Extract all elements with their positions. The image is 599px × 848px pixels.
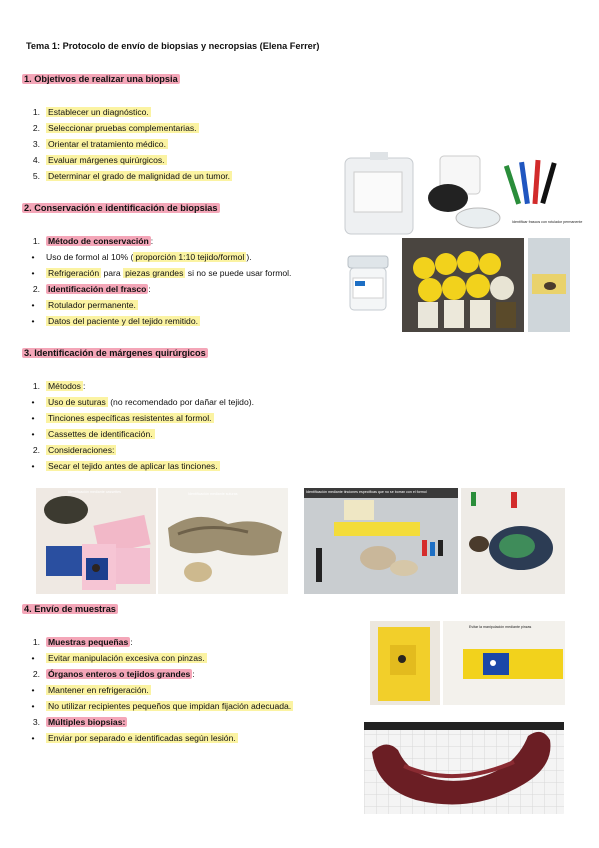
small-jar-photo — [344, 252, 392, 314]
list-item: • Tinciones específicas resistentes al formol. — [31, 413, 212, 423]
yellow-containers-photo — [402, 238, 524, 332]
section-4-list — [26, 637, 293, 744]
photo-caption: Evitar la manipulación mediante pinzas — [469, 625, 532, 629]
list-item: • Enviar por separado e identificadas según lesión. — [31, 733, 236, 743]
list-item: 1. Establecer un diagnóstico. — [32, 107, 149, 117]
stains-photo — [304, 488, 458, 594]
list-item: 2. Consideraciones: — [32, 445, 115, 455]
cassettes-photo — [36, 488, 156, 594]
section-3-heading: 3. Identificación de márgenes quirúrgicos — [24, 348, 206, 358]
section-1-heading: 1. Objetivos de realizar una biopsia — [24, 74, 178, 84]
section-2-list — [26, 236, 291, 327]
list-item: • Cassettes de identificación. — [31, 429, 153, 439]
list-item: • Uso de formol al 10% ( proporción 1:10 tejido/formol ). — [31, 252, 252, 262]
page-title: Tema 1: Protocolo de envío de biopsias y necropsias (Elena Ferrer) — [26, 41, 320, 51]
list-item: 1. Métodos : — [32, 381, 86, 391]
list-item: • Refrigeración para piezas grandes si no se puede usar formol. — [31, 268, 292, 278]
list-item: 2. Identificación del frasco : — [32, 284, 151, 294]
photo-caption: Identificar frascos con rotulador permanente — [512, 220, 583, 224]
list-item: • Rotulador permanente. — [31, 300, 136, 310]
photo-caption: Identificación mediante tinciones específicas que no se borran con el formol — [306, 490, 427, 494]
list-item: • No utilizar recipientes pequeños que impidan fijación adecuada. — [31, 701, 292, 711]
list-item: • Mantener en refrigeración. — [31, 685, 149, 695]
list-item: 4. Evaluar márgenes quirúrgicos. — [32, 155, 165, 165]
list-item: 5. Determinar el grado de malignidad de un tumor. — [32, 171, 231, 181]
photo-caption: Identificación mediante suturas — [188, 492, 238, 496]
formol-containers-photo — [340, 150, 583, 240]
list-item: 1. Método de conservación : — [32, 236, 154, 246]
list-item: 1. Muestras pequeñas : — [32, 637, 133, 647]
photo-caption: Identificación mediante cassettes — [68, 490, 121, 494]
list-item: 3. Múltiples biopsias: — [32, 717, 126, 727]
whole-organ-photo — [364, 722, 564, 814]
list-item: • Secar el tejido antes de aplicar las tinciones. — [31, 461, 218, 471]
list-item: • Evitar manipulación excesiva con pinzas. — [31, 653, 205, 663]
stained-tissue-photo — [461, 488, 565, 594]
list-item: 3. Orientar el tratamiento médico. — [32, 139, 166, 149]
sample-tray-photo — [528, 238, 570, 332]
section-3-list — [26, 381, 254, 472]
section-1-list — [26, 107, 232, 182]
list-item: • Datos del paciente y del tejido remitido. — [31, 316, 198, 326]
list-item: 2. Seleccionar pruebas complementarias. — [32, 123, 197, 133]
cassette-yellow-photo — [370, 621, 440, 705]
list-item: 2. Órganos enteros o tejidos grandes : — [32, 669, 195, 679]
section-4-heading: 4. Envío de muestras — [24, 604, 116, 614]
list-item: • Uso de suturas (no recomendado por dañar el tejido). — [31, 397, 254, 407]
section-2-heading: 2. Conservación e identificación de biopsias — [24, 203, 218, 213]
forceps-photo — [443, 621, 565, 705]
sutures-photo — [158, 488, 288, 594]
